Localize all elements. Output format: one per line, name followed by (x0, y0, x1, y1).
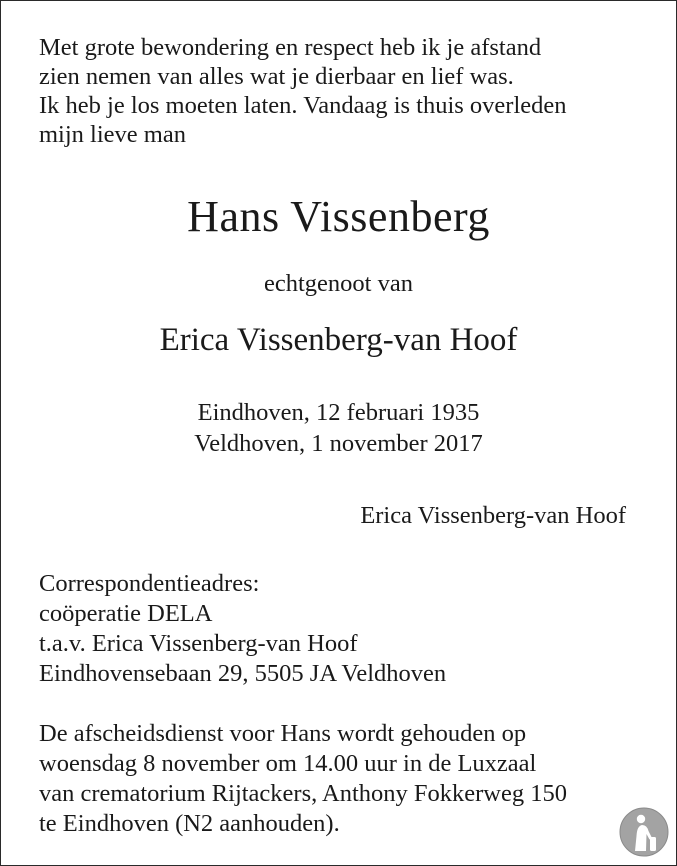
relation-text: echtgenoot van (264, 270, 413, 297)
birth-date: Eindhoven, 12 februari 1935 (197, 399, 480, 426)
service-line: te Eindhoven (N2 aanhouden). (39, 810, 340, 837)
address-line: Eindhovensebaan 29, 5505 JA Veldhoven (39, 660, 447, 687)
intro-line: Ik heb je los moeten laten. Vandaag is thuis overleden (39, 92, 567, 119)
deceased-name: Hans Vissenberg (187, 192, 490, 241)
service-line: woensdag 8 november om 14.00 uur in de Luxzaal (39, 750, 537, 777)
address-line: coöperatie DELA (39, 600, 213, 627)
life-dates (1, 397, 676, 459)
spouse-name: Erica Vissenberg-van Hoof (159, 322, 518, 358)
intro-line: mijn lieve man (39, 121, 186, 148)
service-line: De afscheidsdienst voor Hans wordt gehouden op (39, 720, 527, 747)
death-date: Veldhoven, 1 november 2017 (194, 430, 483, 457)
signer-name: Erica Vissenberg-van Hoof (360, 502, 626, 529)
memorial-logo-icon (619, 807, 669, 857)
service-info (39, 719, 639, 839)
service-line: van crematorium Rijtackers, Anthony Fokkerweg 150 (39, 780, 567, 807)
correspondence-address (39, 569, 446, 689)
intro-line: zien nemen van alles wat je dierbaar en lief was. (39, 63, 514, 90)
intro-text (39, 33, 649, 149)
correspondence-heading: Correspondentieadres: (39, 570, 260, 597)
address-line: t.a.v. Erica Vissenberg-van Hoof (39, 630, 358, 657)
intro-line: Met grote bewondering en respect heb ik je afstand (39, 34, 542, 61)
